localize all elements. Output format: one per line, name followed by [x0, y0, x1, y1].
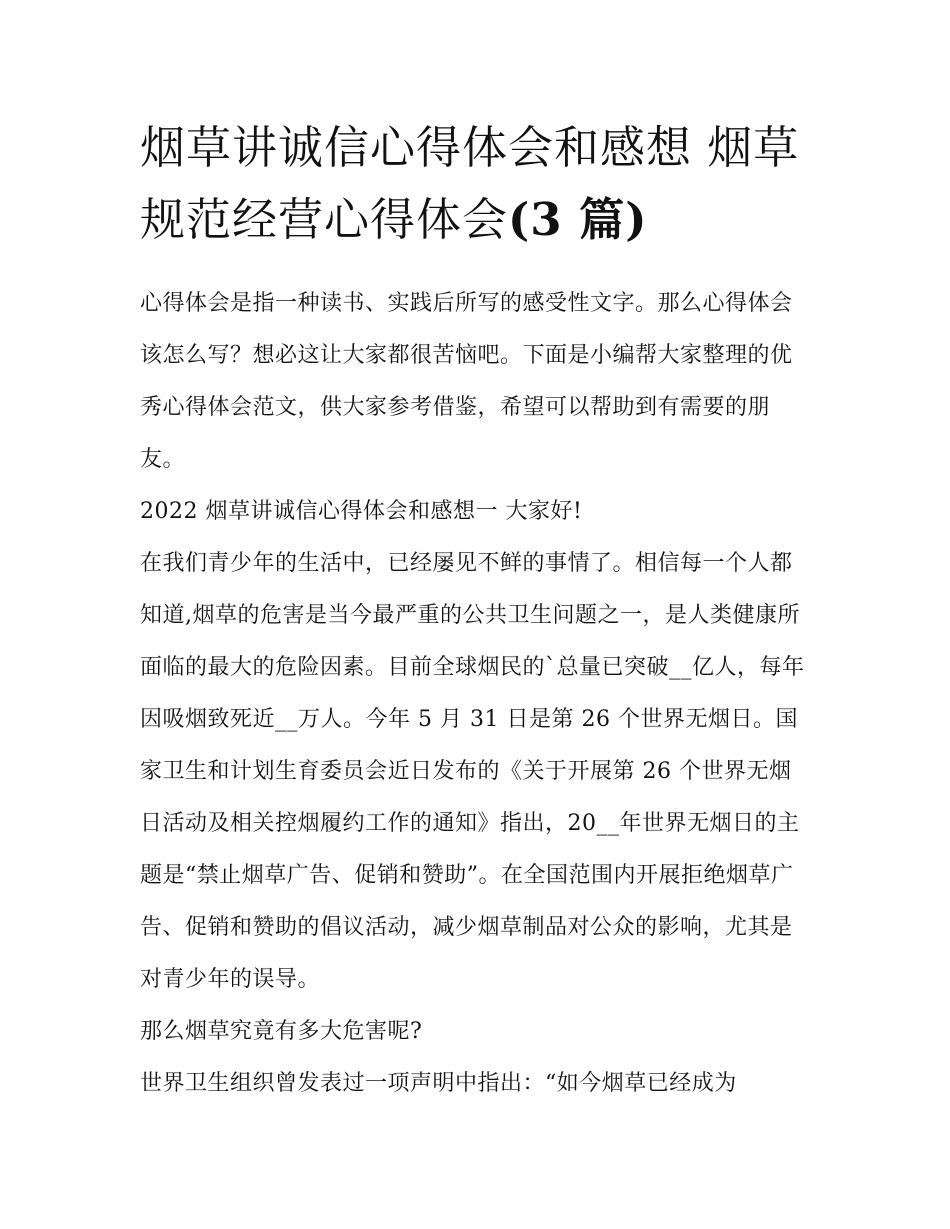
document-title: [140, 112, 820, 256]
title-text: 烟草讲诚信心得体会和感想 烟草规范经营心得体会: [140, 121, 800, 246]
body-paragraph: 在我们青少年的生活中，已经屡见不鲜的事情了。相信每一个人都知道,烟草的危害是当今最严重的公共卫生问题之一，是人类健康所面临的最大的危险因素。目前全球烟民的`总量已突破__亿人，每年因吸烟致死近__万人。今年 5 月 31 日是第 26 个世界无烟日。国家卫生和计划生育委员会近日发布的《关于开展第 26 个世界无烟日活动及相关控烟履约工作的通知》指出，20__年世界无烟日的主题是“禁止烟草广告、促销和赞助”。在全国范围内开展拒绝烟草广告、促销和赞助的倡议活动，减少烟草制品对公众的影响，尤其是对青少年的误导。: [140, 551, 805, 992]
intro-paragraph: 心得体会是指一种读书、实践后所写的感受性文字。那么心得体会该怎么写？想必这让大家都很苦恼吧。下面是小编帮大家整理的优秀心得体会范文，供大家参考借鉴，希望可以帮助到有需要的朋友。: [140, 291, 793, 472]
section-heading: 2022 烟草讲诚信心得体会和感想一 大家好!: [140, 499, 583, 524]
title-count: (3 篇): [508, 193, 648, 246]
body-paragraph-quote: 世界卫生组织曾发表过一项声明中指出：“如今烟草已经成为: [140, 1071, 737, 1096]
document-body: [140, 278, 812, 1110]
body-paragraph-question: 那么烟草究竟有多大危害呢?: [140, 1019, 423, 1044]
